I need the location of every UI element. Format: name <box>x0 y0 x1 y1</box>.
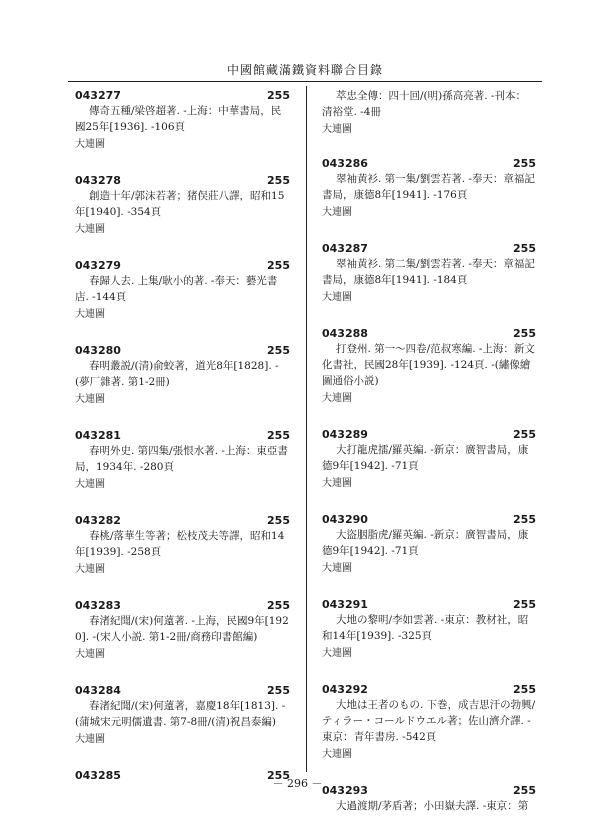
entry-header <box>75 683 290 698</box>
entry-location: 大連圖 <box>322 648 352 659</box>
entry-description: 大地の黎明/李如雲著. -東京：教材社，昭和14年[1939]. -325頁 <box>322 614 529 642</box>
catalog-entry <box>75 513 290 578</box>
entry-class-number: 255 <box>513 598 536 611</box>
entry-description: 大盜胭脂虎/羅英編. -新京：廣智書局，康德9年[1942]. -71頁 <box>322 529 529 557</box>
entry-header <box>75 513 290 528</box>
entry-description: 打登州. 第一～四卷/范叔寒編. -上海：新文化書社，民國28年[1939]. -124頁. -(繡像繪圖通俗小説) <box>322 343 535 387</box>
entry-location: 大連圖 <box>322 393 352 404</box>
entry-class-number: 255 <box>513 513 536 526</box>
entry-description: 春渚紀聞/(宋)何薳著. -上海，民國9年[1920]. -(宋人小説. 第1-2冊/商務印書館編) <box>75 615 289 643</box>
entry-class-number: 255 <box>267 344 290 357</box>
entry-class-number: 255 <box>513 242 536 255</box>
entry-header <box>75 428 290 443</box>
catalog-entry <box>322 512 536 577</box>
entry-description: 大打龍虎擂/羅英編. -新京：廣智書局，康德9年[1942]. -71頁 <box>322 444 529 472</box>
entry-id: 043288 <box>322 327 368 340</box>
entry-description: 春歸人去. 上集/耿小的著. -奉天：藝光書店. -144頁 <box>75 275 278 303</box>
entry-id: 043292 <box>322 683 368 696</box>
catalog-entry <box>75 598 290 663</box>
entry-description: 傳奇五種/梁啓超著. -上海：中華書局，民國25年[1936]. -106頁 <box>75 105 282 133</box>
entry-header <box>75 598 290 613</box>
catalog-entry <box>322 156 536 221</box>
entry-class-number: 255 <box>513 784 536 797</box>
entry-header <box>75 343 290 358</box>
entry-location: 大連圖 <box>75 734 105 745</box>
entry-location: 大連圖 <box>322 478 352 489</box>
entry-description: 春明叢説/(清)俞蛟著，道光8年[1828]. -(夢厂雜著. 第1-2冊) <box>75 360 279 388</box>
entry-class-number: 255 <box>267 259 290 272</box>
entry-class-number: 255 <box>267 174 290 187</box>
entry-description: 春桃/落華生等著；松枝茂夫等譯，昭和14年[1939]. -258頁 <box>75 530 285 558</box>
entry-location: 大連圖 <box>75 479 105 490</box>
entry-location: 大連圖 <box>75 139 105 150</box>
entry-description: 創造十年/郭沫若著；猪俣莊八譯，昭和15年[1940]. -354頁 <box>75 190 285 218</box>
entry-id: 043291 <box>322 598 368 611</box>
continued-text: 萃忠全傳：四十回/(明)孫高亮著. -刊本：清裕堂. -4冊 <box>322 90 526 118</box>
entry-class-number: 255 <box>513 683 536 696</box>
entry-id: 043279 <box>75 259 121 272</box>
entry-header <box>322 682 536 697</box>
entry-description: 翠袖黄衫. 第一集/劉雲若著. -奉天：章福記書局，康德8年[1941]. -176頁 <box>322 173 535 201</box>
entry-class-number: 255 <box>267 514 290 527</box>
catalog-entry <box>322 682 536 763</box>
entry-class-number: 255 <box>513 157 536 170</box>
entry-id: 043289 <box>322 428 368 441</box>
entry-class-number: 255 <box>267 429 290 442</box>
entry-location: 大連圖 <box>75 649 105 660</box>
header-rule <box>68 81 542 82</box>
entry-header <box>322 597 536 612</box>
entry-location: 大連圖 <box>322 749 352 760</box>
continued-location: 大連圖 <box>322 124 352 135</box>
entry-class-number: 255 <box>267 599 290 612</box>
entry-class-number: 255 <box>267 89 290 102</box>
entry-description: 春明外史. 第四集/張恨水著. -上海：東亞書局，1934年. -280頁 <box>75 445 288 473</box>
entry-location: 大連圖 <box>322 292 352 303</box>
entry-id: 043280 <box>75 344 121 357</box>
entry-header <box>75 88 290 103</box>
page-number: － 296 － <box>272 777 323 790</box>
catalog-entry <box>322 597 536 662</box>
entry-id: 043283 <box>75 599 121 612</box>
entry-class-number: 255 <box>513 327 536 340</box>
entry-header <box>75 173 290 188</box>
entry-description: 大過渡期/茅盾著；小田嶽夫譯. -東京：第 <box>336 800 529 812</box>
entry-header <box>322 156 536 171</box>
entry-id: 043278 <box>75 174 121 187</box>
left-column <box>75 88 290 803</box>
entry-location: 大連圖 <box>322 563 352 574</box>
entry-header <box>322 326 536 341</box>
catalog-entry <box>322 241 536 306</box>
entry-id: 043285 <box>75 769 121 782</box>
entry-id: 043282 <box>75 514 121 527</box>
entry-class-number: 255 <box>267 684 290 697</box>
catalog-entry <box>75 343 290 408</box>
entry-id: 043293 <box>322 784 368 797</box>
entry-header <box>75 258 290 273</box>
catalog-entry <box>75 88 290 153</box>
catalog-entry <box>322 326 536 407</box>
entry-description: 大地は王者のもの. 下巻，成吉思汗の勃興/ティラー・コールドウエル著；佐山濟介譯. -東京：青年書房. -542頁 <box>322 699 536 743</box>
page-header: 中國館藏滿鐵資料聯合目錄 <box>226 63 383 77</box>
entry-location: 大連圖 <box>322 207 352 218</box>
entry-header <box>322 241 536 256</box>
entry-header <box>322 427 536 442</box>
catalog-entry <box>75 173 290 238</box>
continued-entry <box>322 88 536 138</box>
entry-location: 大連圖 <box>75 224 105 235</box>
entry-class-number: 255 <box>267 769 290 782</box>
entry-id: 043287 <box>322 242 368 255</box>
entry-id: 043277 <box>75 89 121 102</box>
entry-id: 043281 <box>75 429 121 442</box>
entry-description: 翠袖黄衫. 第二集/劉雲若著. -奉天：章福記書局，康德8年[1941]. -184頁 <box>322 258 535 286</box>
catalog-entry <box>322 427 536 492</box>
entry-location: 大連圖 <box>75 394 105 405</box>
entry-id: 043286 <box>322 157 368 170</box>
entry-location: 大連圖 <box>75 309 105 320</box>
catalog-entry <box>75 258 290 323</box>
entry-id: 043284 <box>75 684 121 697</box>
entry-id: 043290 <box>322 513 368 526</box>
right-column <box>322 88 536 834</box>
catalog-entry <box>75 428 290 493</box>
entry-class-number: 255 <box>513 428 536 441</box>
entry-description: 春渚紀聞/(宋)何薳著，嘉慶18年[1813]. -(蒲城宋元明儒遺書. 第7-8冊/(清)祝昌泰編) <box>75 700 286 728</box>
entry-location: 大連圖 <box>75 564 105 575</box>
column-divider <box>306 86 307 772</box>
entry-header <box>322 512 536 527</box>
catalog-entry <box>75 683 290 748</box>
